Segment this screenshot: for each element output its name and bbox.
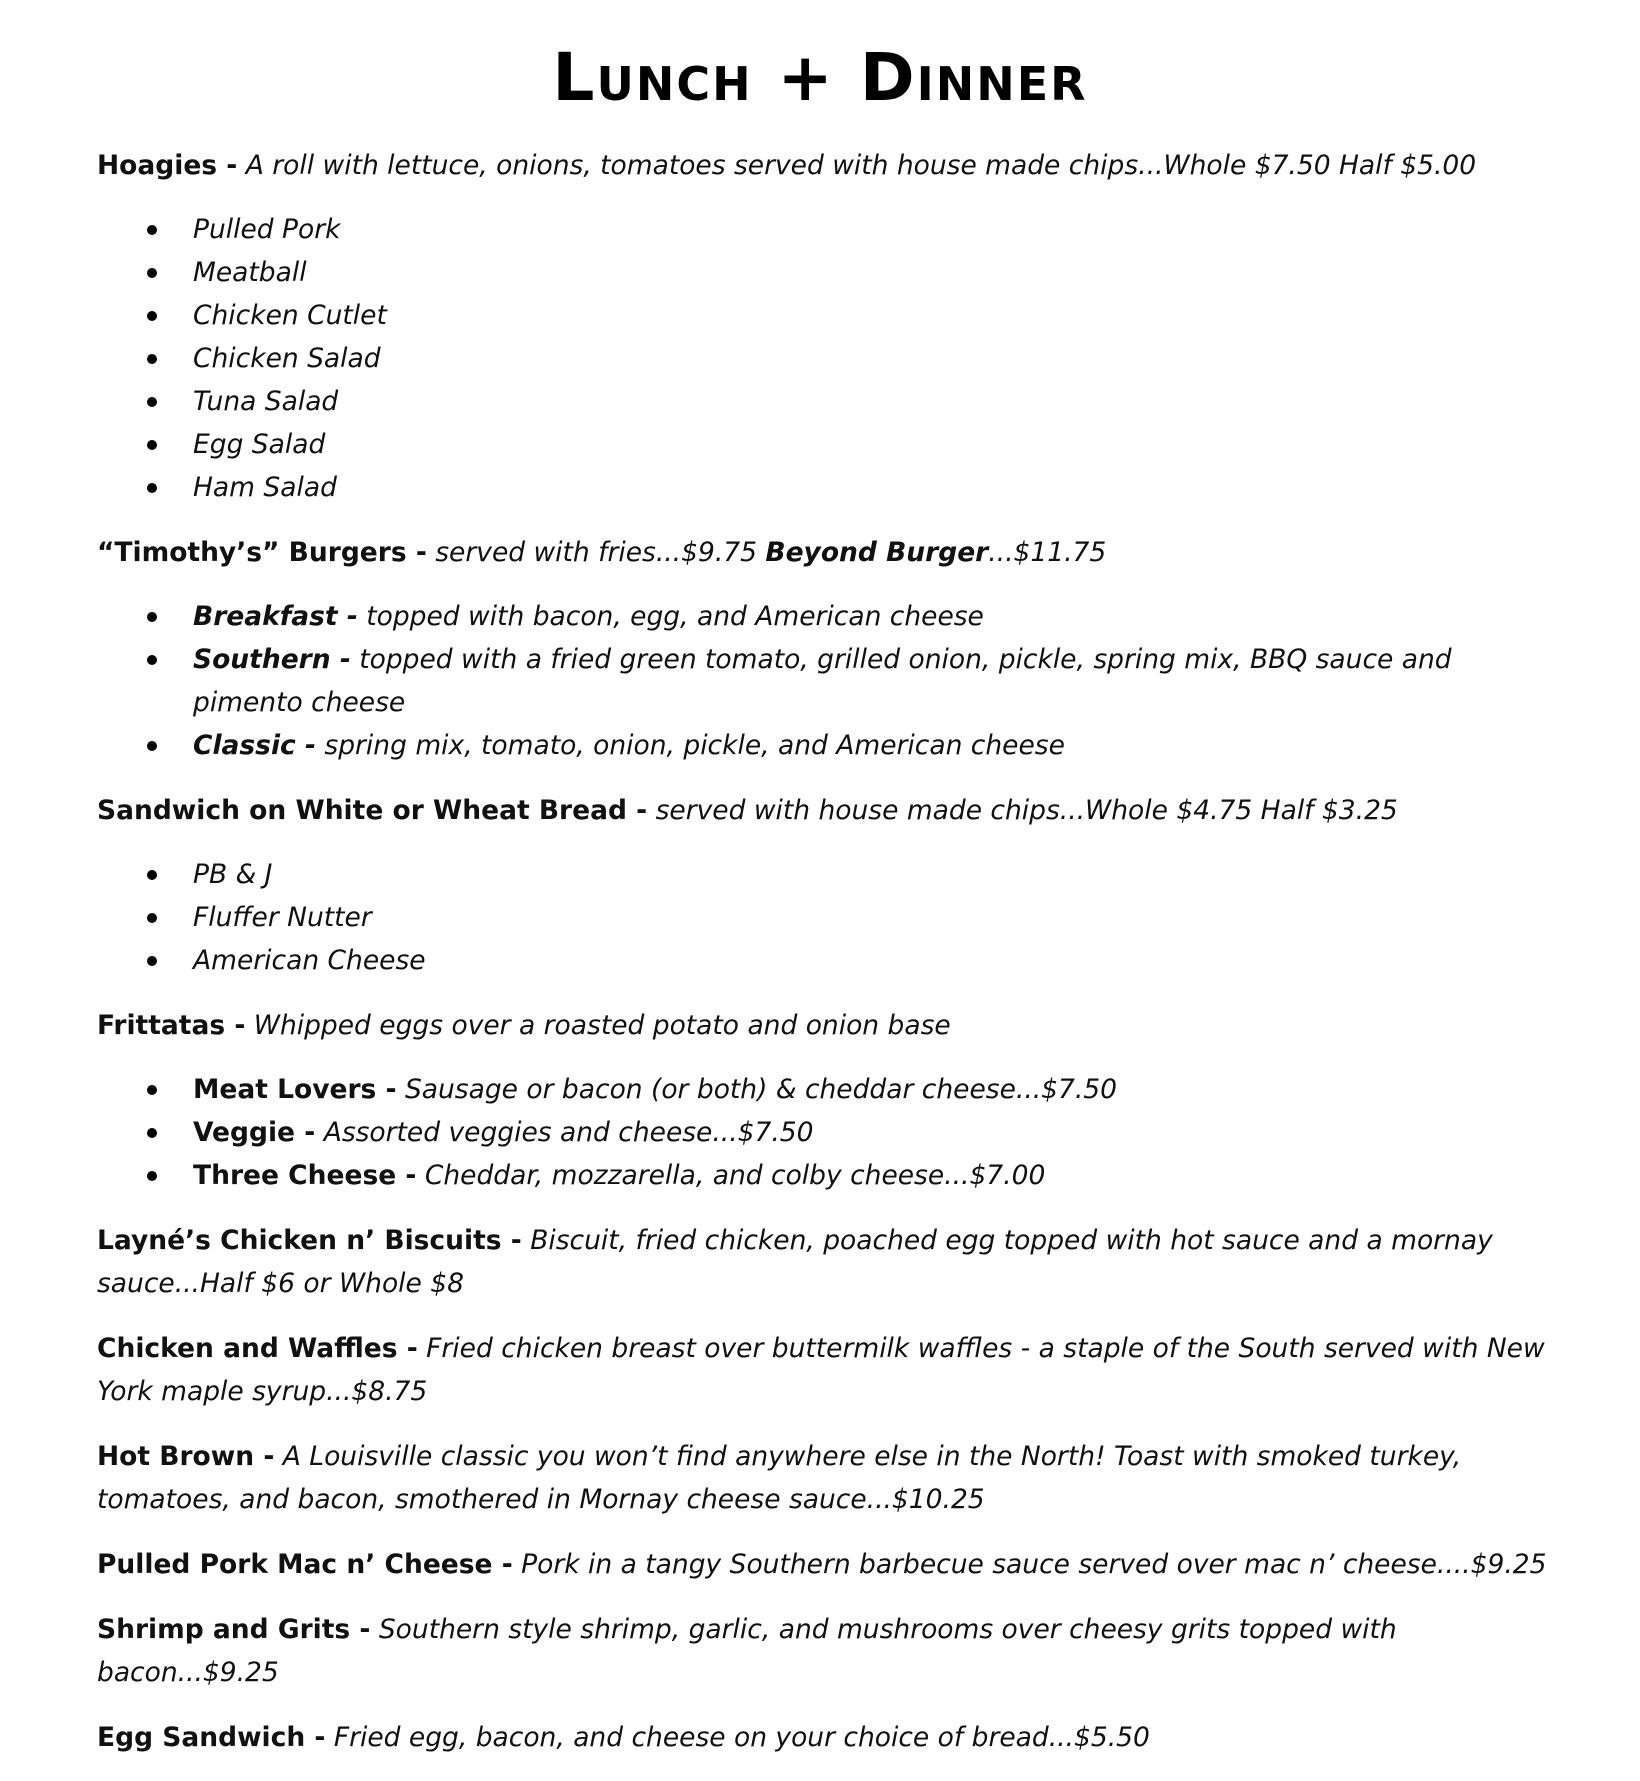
list-item xyxy=(97,1154,1567,1197)
section-description: Whipped eggs over a roasted potato and onion base xyxy=(245,1010,951,1041)
section-description: Southern style shrimp, garlic, and mushrooms over cheesy grits topped with bacon...$9.25 xyxy=(97,1614,1397,1688)
section-name: Shrimp and Grits - xyxy=(97,1614,371,1645)
section-hot-brown xyxy=(97,1435,1567,1521)
section-name: Frittatas - xyxy=(97,1010,246,1041)
section-heading xyxy=(97,1716,1567,1759)
bullet-icon xyxy=(147,913,157,923)
item-description: spring mix, tomato, onion, pickle, and American cheese xyxy=(315,730,1065,761)
section-hoagies xyxy=(97,144,1567,509)
section-heading xyxy=(97,1435,1567,1521)
section-description: A roll with lettuce, onions, tomatoes served with house made chips...Whole $7.50 Half $5.00 xyxy=(237,150,1477,181)
bullet-icon xyxy=(147,268,157,278)
section-description: Biscuit, fried chicken, poached egg topped with hot sauce and a mornay sauce...Half $6 or Whole $8 xyxy=(97,1225,1493,1299)
section-heading xyxy=(97,789,1567,832)
section-chicken-biscuits xyxy=(97,1219,1567,1305)
bullet-icon xyxy=(147,225,157,235)
section-sandwich xyxy=(97,789,1567,982)
list-item xyxy=(97,337,1567,380)
section-description: served with house made chips...Whole $4.75 Half $3.25 xyxy=(647,795,1398,826)
item-name: Chicken Cutlet xyxy=(193,300,387,331)
item-description: topped with a fried green tomato, grilled onion, pickle, spring mix, BBQ sauce and pimento cheese xyxy=(193,644,1452,718)
page-title: Lunch + Dinner xyxy=(552,39,1088,116)
section-name: Sandwich on White or Wheat Bread - xyxy=(97,795,648,826)
bullet-icon xyxy=(147,440,157,450)
list-item xyxy=(97,380,1567,423)
section-heading xyxy=(97,1327,1567,1413)
section-heading xyxy=(97,1608,1567,1694)
list-item xyxy=(97,638,1567,724)
item-name: Classic - xyxy=(193,730,316,761)
list-item xyxy=(97,1111,1567,1154)
section-name: Egg Sandwich - xyxy=(97,1722,326,1753)
item-name: PB & J xyxy=(193,859,273,890)
bullet-icon xyxy=(147,870,157,880)
section-description: Fried egg, bacon, and cheese on your choice of bread...$5.50 xyxy=(325,1722,1150,1753)
list-item xyxy=(97,251,1567,294)
item-name: Pulled Pork xyxy=(193,214,341,245)
list-item xyxy=(97,294,1567,337)
item-list xyxy=(97,1068,1567,1197)
section-description: Pork in a tangy Southern barbecue sauce served over mac n’ cheese....$9.25 xyxy=(512,1549,1547,1580)
bullet-icon xyxy=(147,354,157,364)
item-list xyxy=(97,853,1567,982)
bullet-icon xyxy=(147,483,157,493)
section-burgers xyxy=(97,531,1567,767)
section-pulled-pork-mac xyxy=(97,1543,1567,1586)
list-item xyxy=(97,939,1567,982)
menu-list xyxy=(97,144,1567,1781)
section-heading xyxy=(97,144,1567,187)
item-name: Tuna Salad xyxy=(193,386,339,417)
section-description: Fried chicken breast over buttermilk waffles - a staple of the South served with New York maple syrup...$8.75 xyxy=(97,1333,1545,1407)
section-name: Pulled Pork Mac n’ Cheese - xyxy=(97,1549,513,1580)
item-name: Breakfast - xyxy=(193,601,358,632)
list-item xyxy=(97,208,1567,251)
list-item xyxy=(97,466,1567,509)
bullet-icon xyxy=(147,741,157,751)
item-description: Assorted veggies and cheese...$7.50 xyxy=(315,1117,814,1148)
bullet-icon xyxy=(147,655,157,665)
section-heading xyxy=(97,1004,1567,1047)
item-name: Southern - xyxy=(193,644,351,675)
list-item xyxy=(97,724,1567,767)
bullet-icon xyxy=(147,956,157,966)
item-name: Three Cheese - xyxy=(193,1160,417,1191)
item-name: Fluffer Nutter xyxy=(193,902,372,933)
beyond-burger-price: ...$11.75 xyxy=(988,537,1107,568)
section-shrimp-grits xyxy=(97,1608,1567,1694)
section-name: “Timothy’s” Burgers - xyxy=(97,537,427,568)
bullet-icon xyxy=(147,1085,157,1095)
section-name: Chicken and Waffles - xyxy=(97,1333,418,1364)
item-name: Chicken Salad xyxy=(193,343,381,374)
bullet-icon xyxy=(147,397,157,407)
item-list xyxy=(97,208,1567,509)
item-name: Egg Salad xyxy=(193,429,326,460)
list-item xyxy=(97,896,1567,939)
section-description: A Louisville classic you won’t find anywhere else in the North! Toast with smoked turkey, tomatoes, and bacon, smothered in Mornay cheese sauce...$10.25 xyxy=(97,1441,1462,1515)
section-frittatas xyxy=(97,1004,1567,1197)
item-description: topped with bacon, egg, and American cheese xyxy=(357,601,984,632)
section-name: Hoagies - xyxy=(97,150,238,181)
beyond-burger-name: Beyond Burger xyxy=(765,537,989,568)
section-heading xyxy=(97,531,1567,574)
item-name: American Cheese xyxy=(193,945,426,976)
section-heading xyxy=(97,1543,1567,1586)
bullet-icon xyxy=(147,1171,157,1181)
item-list xyxy=(97,595,1567,767)
bullet-icon xyxy=(147,1128,157,1138)
section-name: Layné’s Chicken n’ Biscuits - xyxy=(97,1225,522,1256)
section-chicken-waffles xyxy=(97,1327,1567,1413)
bullet-icon xyxy=(147,311,157,321)
item-name: Meat Lovers - xyxy=(193,1074,397,1105)
item-name: Veggie - xyxy=(193,1117,316,1148)
item-description: Sausage or bacon (or both) & cheddar cheese...$7.50 xyxy=(396,1074,1118,1105)
item-name: Meatball xyxy=(193,257,307,288)
list-item xyxy=(97,1068,1567,1111)
list-item xyxy=(97,595,1567,638)
list-item xyxy=(97,853,1567,896)
item-name: Ham Salad xyxy=(193,472,337,503)
bullet-icon xyxy=(147,612,157,622)
section-heading xyxy=(97,1219,1567,1305)
list-item xyxy=(97,423,1567,466)
item-description: Cheddar, mozzarella, and colby cheese...$7.00 xyxy=(416,1160,1046,1191)
section-egg-sandwich xyxy=(97,1716,1567,1759)
section-name: Hot Brown - xyxy=(97,1441,275,1472)
section-description: served with fries...$9.75 xyxy=(426,537,766,568)
